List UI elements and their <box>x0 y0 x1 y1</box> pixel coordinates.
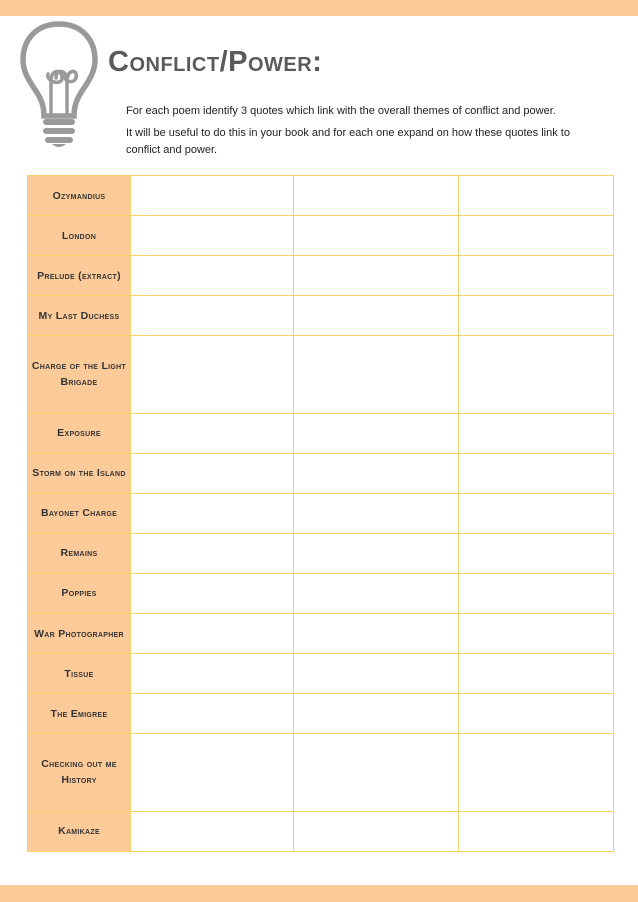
quote-cell[interactable] <box>294 493 459 533</box>
quote-cell[interactable] <box>131 176 294 216</box>
quote-cell[interactable] <box>131 734 294 812</box>
poem-name: Poppies <box>28 573 131 613</box>
quote-cell[interactable] <box>294 573 459 613</box>
table-row <box>28 256 614 296</box>
quote-cell[interactable] <box>459 413 614 453</box>
page-title: Conflict/Power: <box>108 46 323 78</box>
quote-cell[interactable] <box>294 533 459 573</box>
quote-cell[interactable] <box>131 533 294 573</box>
quote-cell[interactable] <box>294 734 459 812</box>
table-row <box>28 734 614 812</box>
quote-cell[interactable] <box>294 811 459 851</box>
quote-cell[interactable] <box>459 216 614 256</box>
quote-cell[interactable] <box>459 336 614 414</box>
quote-cell[interactable] <box>459 533 614 573</box>
quote-cell[interactable] <box>459 176 614 216</box>
quote-cell[interactable] <box>294 614 459 654</box>
quote-cell[interactable] <box>294 694 459 734</box>
poem-name: Bayonet Charge <box>28 493 131 533</box>
poem-name: Ozymandius <box>28 176 131 216</box>
quote-cell[interactable] <box>131 453 294 493</box>
poem-name: Remains <box>28 533 131 573</box>
quote-cell[interactable] <box>294 176 459 216</box>
table-row <box>28 336 614 414</box>
quote-cell[interactable] <box>459 694 614 734</box>
quote-cell[interactable] <box>131 654 294 694</box>
quote-cell[interactable] <box>294 453 459 493</box>
quote-cell[interactable] <box>131 256 294 296</box>
table-row <box>28 176 614 216</box>
table-row <box>28 216 614 256</box>
quote-cell[interactable] <box>294 654 459 694</box>
instruction-text: It will be useful to do this in your book and for each one expand on how these quotes link to conflict and power. <box>126 127 570 156</box>
poem-name: Kamikaze <box>28 811 131 851</box>
quotes-table <box>27 175 614 852</box>
quote-cell[interactable] <box>294 216 459 256</box>
table-row <box>28 614 614 654</box>
instruction-text: For each poem identify 3 quotes which link with the overall themes of conflict and power. <box>126 105 556 117</box>
quote-cell[interactable] <box>459 296 614 336</box>
quote-cell[interactable] <box>131 694 294 734</box>
quote-cell[interactable] <box>294 296 459 336</box>
quote-cell[interactable] <box>459 734 614 812</box>
table-row <box>28 533 614 573</box>
quote-cell[interactable] <box>459 614 614 654</box>
top-band <box>0 0 638 16</box>
table-row <box>28 811 614 851</box>
poem-name: Storm on the Island <box>28 453 131 493</box>
quote-cell[interactable] <box>459 453 614 493</box>
poem-name: Exposure <box>28 413 131 453</box>
table-row <box>28 413 614 453</box>
poem-name: War Photographer <box>28 614 131 654</box>
table-row <box>28 296 614 336</box>
quote-cell[interactable] <box>131 573 294 613</box>
quote-cell[interactable] <box>131 216 294 256</box>
table-row <box>28 573 614 613</box>
quote-cell[interactable] <box>131 614 294 654</box>
poem-name: My Last Duchess <box>28 296 131 336</box>
table-row <box>28 493 614 533</box>
poem-name: The Emigree <box>28 694 131 734</box>
quote-cell[interactable] <box>131 493 294 533</box>
quote-cell[interactable] <box>294 256 459 296</box>
quote-cell[interactable] <box>131 296 294 336</box>
poem-name: Checking out me History <box>28 734 131 812</box>
poem-name: Charge of the Light Brigade <box>28 336 131 414</box>
table-row <box>28 694 614 734</box>
quote-cell[interactable] <box>131 811 294 851</box>
quote-cell[interactable] <box>131 336 294 414</box>
quote-cell[interactable] <box>459 493 614 533</box>
quote-cell[interactable] <box>459 654 614 694</box>
poem-name: London <box>28 216 131 256</box>
lightbulb-icon <box>18 18 100 150</box>
quote-cell[interactable] <box>459 811 614 851</box>
quote-cell[interactable] <box>459 256 614 296</box>
poem-name: Tissue <box>28 654 131 694</box>
quote-cell[interactable] <box>459 573 614 613</box>
quote-cell[interactable] <box>131 413 294 453</box>
table-row <box>28 453 614 493</box>
table-row <box>28 654 614 694</box>
bottom-band <box>0 885 638 902</box>
poem-name: Prelude (extract) <box>28 256 131 296</box>
quote-cell[interactable] <box>294 336 459 414</box>
quote-cell[interactable] <box>294 413 459 453</box>
